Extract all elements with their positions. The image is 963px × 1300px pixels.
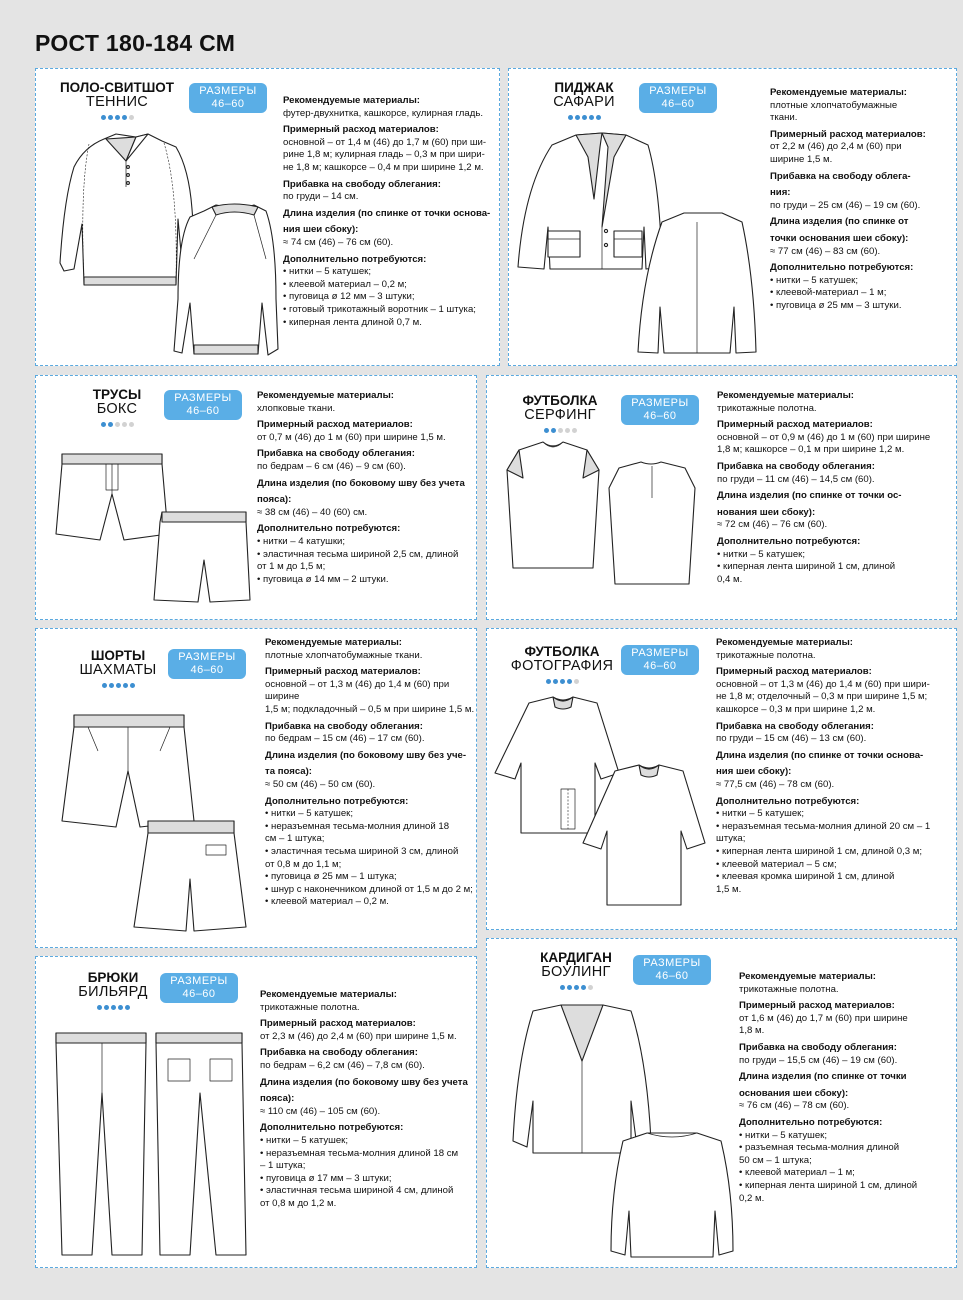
card-shorts	[35, 628, 477, 948]
info-line: • клеевой материал – 5 см;	[716, 858, 837, 870]
info-line: • эластичная тесьма шириной 3 см, длиной	[265, 845, 459, 857]
info-line: • клеевой материал – 0,2 м;	[283, 278, 407, 290]
difficulty-dot	[560, 679, 565, 684]
product-type: КАРДИГАН	[540, 950, 612, 965]
info-line: • пуговица ø 17 мм – 3 штуки;	[260, 1172, 392, 1184]
info-heading: Длина изделия (по боковому шву без уче-	[265, 749, 467, 761]
product-model: ФОТОГРАФИЯ	[510, 658, 614, 675]
product-type: ФУТБОЛКА	[522, 393, 598, 408]
sizes-label: РАЗМЕРЫ	[199, 85, 257, 97]
difficulty-dot	[560, 985, 565, 990]
difficulty-dots	[515, 428, 605, 433]
product-name	[515, 394, 605, 433]
info-heading: Длина изделия (по боковому шву без учета	[257, 477, 465, 489]
info-line: ≈ 50 см (46) – 50 см (60).	[265, 778, 376, 790]
product-info	[265, 637, 475, 909]
difficulty-dot	[129, 115, 134, 120]
product-model: БОУЛИНГ	[541, 964, 611, 981]
info-line: по груди – 14 см.	[283, 191, 359, 203]
sizes-badge	[189, 83, 267, 113]
info-line: • киперная лента шириной 1 см, длиной	[717, 561, 896, 573]
sizes-range: 46–60	[643, 659, 677, 672]
product-model: ТЕННИС	[85, 94, 149, 111]
info-line: • клеевой материал – 1 м;	[739, 1167, 855, 1179]
sizes-badge	[621, 395, 699, 425]
sizes-badge	[621, 645, 699, 675]
info-heading: Примерный расход материалов:	[717, 419, 873, 431]
difficulty-dot	[551, 428, 556, 433]
sizes-label: РАЗМЕРЫ	[170, 975, 228, 987]
difficulty-dot	[582, 115, 587, 120]
info-line: от 1 м до 1,5 м;	[257, 561, 326, 573]
info-line: не 1,8 м; отделочный – 0,3 м при ширине 1,5 м;	[716, 691, 928, 703]
info-heading: Рекомендуемые материалы:	[739, 971, 876, 982]
difficulty-dot	[596, 115, 601, 120]
product-model: СЕРФИНГ	[524, 407, 596, 424]
info-heading: Дополнительно потребуются:	[770, 262, 914, 274]
info-heading: Дополнительно потребуются:	[283, 253, 427, 265]
product-info	[257, 390, 475, 586]
product-model: БИЛЬЯРД	[78, 984, 148, 1001]
info-heading: Рекомендуемые материалы:	[283, 95, 420, 106]
difficulty-dots	[68, 683, 168, 688]
product-info	[716, 637, 954, 896]
info-heading: Прибавка на свободу облегания:	[265, 720, 423, 732]
info-heading: Примерный расход материалов:	[283, 124, 439, 136]
info-line: от 2,2 м (46) до 2,4 м (60) при	[770, 141, 902, 153]
info-line: ≈ 110 см (46) – 105 см (60).	[260, 1105, 381, 1117]
info-heading: пояса):	[260, 1093, 295, 1105]
difficulty-dot	[118, 1005, 123, 1010]
info-line: • нитки – 5 катушек;	[770, 274, 859, 286]
info-line: • нитки – 4 катушки;	[257, 535, 346, 547]
difficulty-dot	[122, 422, 127, 427]
difficulty-dots	[507, 679, 617, 684]
info-line: • неразъемная тесьма-молния длиной 18 см	[260, 1147, 459, 1159]
info-line: по груди – 11 см (46) – 14,5 см (60).	[717, 473, 875, 485]
info-line: • клеевая кромка шириной 1 см, длиной	[716, 871, 895, 883]
product-info	[739, 971, 953, 1205]
product-model: ШАХМАТЫ	[79, 662, 157, 679]
info-line: хлопковые ткани.	[257, 402, 336, 414]
product-name	[507, 645, 617, 684]
info-line: 1,5 м; подкладочный – 0,5 м при ширине 1,5 м.	[265, 703, 475, 715]
product-type: ПИДЖАК	[554, 80, 614, 95]
difficulty-dots	[531, 985, 621, 990]
info-line: • неразъемная тесьма-молния длиной 20 см – 1	[716, 820, 931, 832]
product-info	[717, 390, 953, 586]
difficulty-dot	[123, 683, 128, 688]
tshirt-photo-sketch	[491, 693, 715, 917]
info-line: от 0,8 м до 1,2 м.	[260, 1197, 337, 1209]
info-heading: Рекомендуемые материалы:	[265, 637, 402, 648]
sizes-range: 46–60	[661, 97, 695, 110]
product-type: ФУТБОЛКА	[524, 644, 600, 659]
info-line: плотные хлопчатобумажные ткани.	[265, 649, 423, 661]
difficulty-dot	[122, 115, 127, 120]
info-heading: Примерный расход материалов:	[265, 666, 421, 678]
difficulty-dot	[101, 422, 106, 427]
info-line: • клеевой материал – 0,2 м.	[265, 896, 389, 908]
info-line: по бедрам – 15 см (46) – 17 см (60).	[265, 733, 425, 745]
sizes-range: 46–60	[186, 404, 220, 417]
info-heading: ния:	[770, 187, 791, 199]
info-heading: Длина изделия (по спинке от точки	[739, 1071, 907, 1083]
sizes-label: РАЗМЕРЫ	[643, 957, 701, 969]
info-line: трикотажные полотна.	[716, 649, 816, 661]
info-heading: ния шеи сбоку):	[283, 224, 359, 236]
info-heading: Рекомендуемые материалы:	[257, 390, 394, 401]
info-heading: Примерный расход материалов:	[739, 1000, 895, 1012]
sizes-range: 46–60	[182, 987, 216, 1000]
info-line: • нитки – 5 катушек;	[717, 548, 806, 560]
info-heading: Примерный расход материалов:	[770, 128, 926, 140]
info-line: 1,8 м; кашкорсе – 0,1 м при ширине 1,2 м.	[717, 444, 905, 456]
card-tshirt-surf	[486, 375, 957, 620]
info-heading: Дополнительно потребуются:	[717, 535, 861, 547]
info-line: основной – от 1,4 м (46) до 1,7 м (60) при ши-	[283, 136, 487, 148]
cardigan-sketch	[501, 1001, 735, 1263]
info-heading: точки основания шеи сбоку):	[770, 232, 909, 244]
info-line: • пуговица ø 25 мм – 3 штуки.	[770, 299, 902, 311]
info-heading: Дополнительно потребуются:	[716, 795, 860, 807]
boxers-sketch	[50, 450, 254, 610]
product-type: БРЮКИ	[87, 970, 139, 985]
difficulty-dot	[572, 428, 577, 433]
difficulty-dots	[529, 115, 639, 120]
info-line: • пуговица ø 25 мм – 1 штука;	[265, 871, 397, 883]
difficulty-dot	[116, 683, 121, 688]
sizes-badge	[168, 649, 246, 679]
info-heading: Прибавка на свободу облегания:	[283, 178, 441, 190]
info-line: • нитки – 5 катушек;	[283, 266, 372, 278]
info-line: • пуговица ø 12 мм – 3 штуки;	[283, 291, 415, 303]
sizes-range: 46–60	[655, 969, 689, 982]
card-tshirt-photo	[486, 628, 957, 930]
page-title: РОСТ 180-184 СМ	[35, 30, 236, 56]
info-line: • нитки – 5 катушек;	[716, 808, 805, 820]
info-line: рине 1,8 м; кулирная гладь – 0,3 м при шири-	[283, 149, 485, 161]
difficulty-dots	[72, 422, 162, 427]
sizes-range: 46–60	[643, 409, 677, 422]
info-line: • нитки – 5 катушек;	[739, 1129, 828, 1141]
info-line: от 1,6 м (46) до 1,7 м (60) при ширине	[739, 1012, 908, 1024]
info-line: • киперная лента шириной 1 см, длиной 0,3 м;	[716, 845, 923, 857]
product-name	[68, 649, 168, 688]
polo-sketch	[44, 129, 280, 361]
info-line: по груди – 15 см (46) – 13 см (60).	[716, 733, 867, 745]
info-line: трикотажные полотна.	[717, 402, 817, 414]
info-line: ширине 1,5 м.	[770, 153, 833, 165]
difficulty-dot	[115, 422, 120, 427]
difficulty-dot	[568, 115, 573, 120]
product-info	[770, 87, 954, 313]
info-heading: Рекомендуемые материалы:	[260, 989, 397, 1000]
difficulty-dot	[108, 422, 113, 427]
difficulty-dot	[544, 428, 549, 433]
shorts-sketch	[44, 711, 262, 943]
difficulty-dot	[546, 679, 551, 684]
sizes-badge	[160, 973, 238, 1003]
info-line: ≈ 74 см (46) – 76 см (60).	[283, 236, 394, 248]
product-name	[531, 951, 621, 990]
info-heading: Прибавка на свободу облегания:	[260, 1047, 418, 1059]
sizes-label: РАЗМЕРЫ	[631, 397, 689, 409]
info-heading: пояса):	[257, 494, 292, 506]
info-heading: та пояса):	[265, 766, 313, 778]
jacket-sketch	[514, 127, 766, 359]
info-line: не 1,8 м; кашкорсе – 0,4 м при ширине 1,2 м.	[283, 161, 484, 173]
info-line: от 2,3 м (46) до 2,4 м (60) при ширине 1,5 м.	[260, 1030, 457, 1042]
difficulty-dot	[125, 1005, 130, 1010]
trousers-sketch	[46, 1029, 256, 1261]
sizes-label: РАЗМЕРЫ	[631, 647, 689, 659]
info-heading: Дополнительно потребуются:	[265, 795, 409, 807]
sizes-label: РАЗМЕРЫ	[174, 392, 232, 404]
difficulty-dot	[567, 985, 572, 990]
info-heading: Примерный расход материалов:	[716, 666, 872, 678]
info-line: • киперная лента шириной 1 см, длиной	[739, 1179, 918, 1191]
difficulty-dot	[101, 115, 106, 120]
product-info	[260, 989, 474, 1211]
difficulty-dot	[104, 1005, 109, 1010]
product-type: ТРУСЫ	[92, 387, 142, 402]
info-line: • эластичная тесьма шириной 2,5 см, длиной	[257, 548, 459, 560]
info-line: футер-двухнитка, кашкорсе, кулирная гладь.	[283, 107, 483, 119]
info-heading: Примерный расход материалов:	[257, 419, 413, 431]
sizes-label: РАЗМЕРЫ	[649, 85, 707, 97]
info-line: трикотажные полотна.	[260, 1001, 360, 1013]
info-line: • разъемная тесьма-молния длиной	[739, 1142, 900, 1154]
card-jacket	[508, 68, 957, 366]
info-line: штука;	[716, 833, 746, 845]
difficulty-dot	[109, 683, 114, 688]
difficulty-dot	[111, 1005, 116, 1010]
product-name	[529, 81, 639, 120]
info-heading: Рекомендуемые материалы:	[770, 87, 907, 98]
info-line: 1,5 м.	[716, 883, 742, 895]
info-heading: Дополнительно потребуются:	[739, 1116, 883, 1128]
difficulty-dot	[115, 115, 120, 120]
info-heading: Рекомендуемые материалы:	[717, 390, 854, 401]
product-name	[52, 81, 182, 120]
info-line: • нитки – 5 катушек;	[265, 808, 354, 820]
sizes-label: РАЗМЕРЫ	[178, 651, 236, 663]
difficulty-dot	[581, 985, 586, 990]
info-line: 50 см – 1 штука;	[739, 1154, 812, 1166]
info-line: • готовый трикотажный воротник – 1 штука;	[283, 303, 476, 315]
info-line: по груди – 15,5 см (46) – 19 см (60).	[739, 1054, 898, 1066]
sizes-range: 46–60	[190, 663, 224, 676]
info-heading: Длина изделия (по спинке от	[770, 216, 909, 228]
info-line: по бедрам – 6 см (46) – 9 см (60).	[257, 460, 406, 472]
sizes-range: 46–60	[211, 97, 245, 110]
info-heading: Рекомендуемые материалы:	[716, 637, 853, 648]
difficulty-dot	[97, 1005, 102, 1010]
info-line: от 0,7 м (46) до 1 м (60) при ширине 1,5 м.	[257, 431, 446, 443]
difficulty-dot	[588, 985, 593, 990]
difficulty-dot	[108, 115, 113, 120]
info-line: основной – от 1,3 м (46) до 1,4 м (60) при шири-	[716, 678, 930, 690]
info-heading: Длина изделия (по спинке от точки основа-	[716, 749, 924, 761]
info-line: от 0,8 м до 1,1 м;	[265, 858, 342, 870]
product-type: ШОРТЫ	[90, 648, 146, 663]
card-cardigan	[486, 938, 957, 1268]
info-heading: Прибавка на свободу облегания:	[716, 720, 874, 732]
info-heading: Дополнительно потребуются:	[257, 523, 401, 535]
difficulty-dot	[574, 679, 579, 684]
product-info	[283, 95, 497, 329]
info-heading: основания шеи сбоку):	[739, 1087, 849, 1099]
info-heading: Прибавка на свободу облегания:	[257, 448, 415, 460]
info-heading: Прибавка на свободу облега-	[770, 170, 911, 182]
info-line: кашкорсе – 0,3 м при ширине 1,2 м.	[716, 703, 876, 715]
info-line: • клеевой-материал – 1 м;	[770, 287, 887, 299]
info-line: ткани.	[770, 112, 798, 124]
info-line: 0,4 м.	[717, 573, 743, 585]
difficulty-dots	[68, 1005, 158, 1010]
card-trousers	[35, 956, 477, 1268]
info-line: • нитки – 5 катушек;	[260, 1134, 349, 1146]
sizes-badge	[639, 83, 717, 113]
info-heading: ния шеи сбоку):	[716, 766, 792, 778]
info-line: плотные хлопчатобумажные	[770, 99, 898, 111]
info-line: ≈ 72 см (46) – 76 см (60).	[717, 519, 828, 531]
difficulty-dot	[575, 115, 580, 120]
difficulty-dot	[130, 683, 135, 688]
info-heading: Прибавка на свободу облегания:	[717, 460, 875, 472]
info-line: ≈ 77,5 см (46) – 78 см (60).	[716, 778, 835, 790]
info-heading: Длина изделия (по спинке от точки ос-	[717, 490, 902, 502]
info-heading: Дополнительно потребуются:	[260, 1122, 404, 1134]
product-type: ПОЛО-СВИТШОТ	[59, 80, 175, 95]
info-line: ≈ 76 см (46) – 78 см (60).	[739, 1100, 850, 1112]
info-line: основной – от 1,3 м (46) до 1,4 м (60) при ширине	[265, 678, 450, 703]
difficulty-dot	[553, 679, 558, 684]
tshirt-surf-sketch	[497, 438, 709, 610]
info-line: • пуговица ø 14 мм – 2 штуки.	[257, 573, 389, 585]
product-model: БОКС	[96, 401, 138, 418]
info-line: ≈ 38 см (46) – 40 (60) см.	[257, 506, 368, 518]
info-line: по бедрам – 6,2 см (46) – 7,8 см (60).	[260, 1059, 425, 1071]
difficulty-dot	[567, 679, 572, 684]
difficulty-dot	[565, 428, 570, 433]
info-line: основной – от 0,9 м (46) до 1 м (60) при ширине	[717, 431, 931, 443]
info-line: ≈ 77 см (46) – 83 см (60).	[770, 245, 881, 257]
difficulty-dot	[129, 422, 134, 427]
sizes-badge	[633, 955, 711, 985]
product-name	[72, 388, 162, 427]
info-line: – 1 штука;	[260, 1160, 306, 1172]
info-line: • эластичная тесьма шириной 4 см, длиной	[260, 1185, 454, 1197]
info-line: • неразъемная тесьма-молния длиной 18	[265, 820, 450, 832]
info-line: см – 1 штука;	[265, 833, 325, 845]
sizes-badge	[164, 390, 242, 420]
info-line: 1,8 м.	[739, 1025, 765, 1037]
info-line: • шнур с наконечником длиной от 1,5 м до 2 м;	[265, 883, 473, 895]
product-model: САФАРИ	[553, 94, 615, 111]
info-line: по груди – 25 см (46) – 19 см (60).	[770, 199, 921, 211]
info-heading: нования шеи сбоку):	[717, 506, 816, 518]
info-heading: Длина изделия (по спинке от точки основа-	[283, 207, 491, 219]
info-heading: Прибавка на свободу облегания:	[739, 1041, 897, 1053]
info-heading: Длина изделия (по боковому шву без учета	[260, 1076, 468, 1088]
difficulty-dot	[589, 115, 594, 120]
card-boxers	[35, 375, 477, 620]
info-line: трикотажные полотна.	[739, 983, 839, 995]
product-name	[68, 971, 158, 1010]
difficulty-dot	[558, 428, 563, 433]
difficulty-dot	[102, 683, 107, 688]
info-line: • киперная лента длиной 0,7 м.	[283, 316, 422, 328]
info-heading: Примерный расход материалов:	[260, 1018, 416, 1030]
difficulty-dot	[574, 985, 579, 990]
card-polo	[35, 68, 500, 366]
difficulty-dots	[52, 115, 182, 120]
info-line: 0,2 м.	[739, 1192, 765, 1204]
